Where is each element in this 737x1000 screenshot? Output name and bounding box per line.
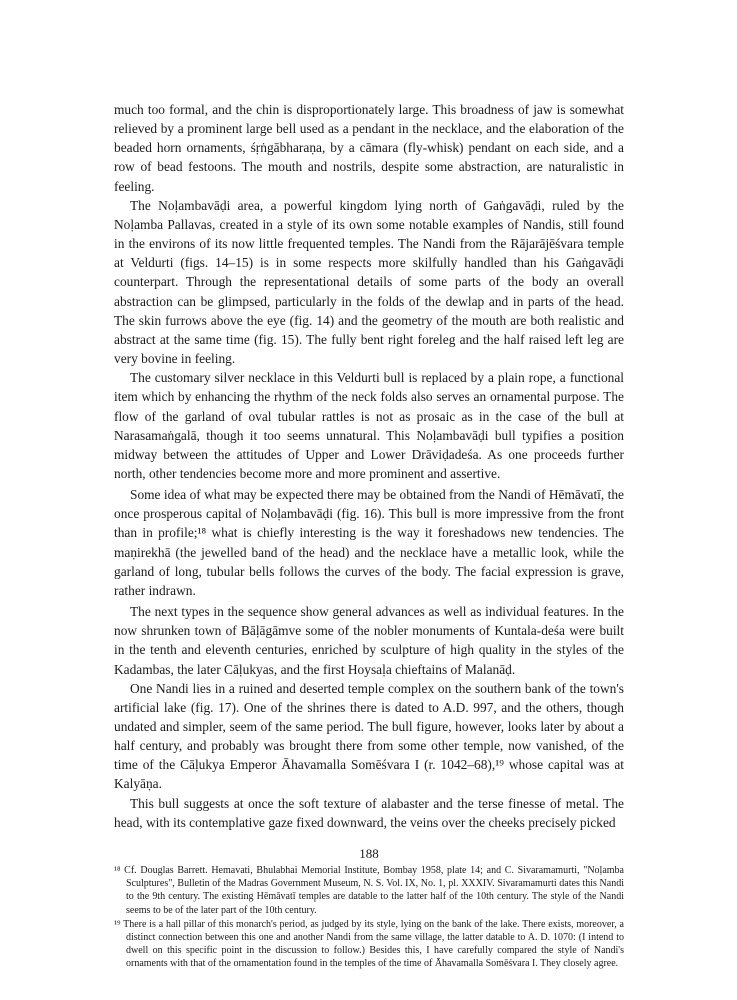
body-text <box>114 100 624 832</box>
paragraph-2: The Noḷambavāḍi area, a powerful kingdom lying north of Gaṅgavāḍi, ruled by the Noḷamba Pallavas, created in a style of its own some notable examples of Nandis, still found in the environs of its now little frequented temples. The Nandi from the Rājarājēśvara temple at Veldurti (figs. 14–15) is in some respects more skilfully handled than his Gaṅgavāḍi counterpart. Through the representational details of some parts of the body an overall abstraction can be glimpsed, particularly in the folds of the dewlap and in parts of the head. The skin furrows above the eye (fig. 14) and the geometry of the mouth are both realistic and abstract at the same time (fig. 15). The fully bent right foreleg and the half raised left leg are very bovine in feeling. <box>114 197 624 367</box>
paragraph-4: Some idea of what may be expected there may be obtained from the Nandi of Hēmāvatī, the once prosperous capital of Noḷambavāḍi (fig. 16). This bull is more impressive from the front than in profile;¹⁸ what is chiefly interesting is the way it foreshadows new tendencies. The maṇirekhā (the jewelled band of the head) and the necklace have a metallic look, while the garland of long, tubular bells follows the curves of the body. The facial expression is grave, rather indrawn. <box>114 487 624 598</box>
page-number: 188 <box>359 846 379 861</box>
paragraph-5: The next types in the sequence show general advances as well as individual features. In the now shrunken town of Bāḷāgāmve some of the nobler monuments of Kuntala-deśa were built in the tenth and eleventh centuries, enriched by sculpture of high quality in the styles of the Kadambas, the later Cāḷukyas, and the first Hoysaḷa chieftains of Malanāḍ. <box>114 604 624 677</box>
footnotes <box>114 864 624 971</box>
paragraph-3: The customary silver necklace in this Veldurti bull is replaced by a plain rope, a functional item which by enhancing the rhythm of the neck folds also serves an ornamental purpose. The flow of the garland of oval tubular rattles is not as prosaic as in the case of the bull at Narasamaṅgalā, though it too seems unnatural. This Noḷambavāḍi bull typifies a position midway between the attitudes of Upper and Lower Drāviḍadeśa. As one proceeds further north, other tendencies become more and more prominent and assertive. <box>114 370 624 481</box>
paragraph-7: This bull suggests at once the soft texture of alabaster and the terse finesse of metal. The head, with its contemplative gaze fixed downward, the veins over the cheeks precisely picked <box>114 795 624 830</box>
paragraph-6: One Nandi lies in a ruined and deserted temple complex on the southern bank of the town's artificial lake (fig. 17). One of the shrines there is dated to A.D. 997, and the others, though undated and simpler, seem of the same period. The bull figure, however, looks later by about a half century, and probably was brought there from some other temple, now vanished, of the time of the Cāḷukya Emperor Āhavamalla Somēśvara I (r. 1042–68),¹⁹ whose capital was at Kalyāṇa. <box>114 680 624 792</box>
paragraph-1: much too formal, and the chin is disproportionately large. This broadness of jaw is somewhat relieved by a prominent large bell used as a pendant in the necklace, and the elaboration of the beaded horn ornaments, śṛṅgābharaṇa, by a cāmara (fly-whisk) pendant on each side, and a row of bead festoons. The mouth and nostrils, despite some abstraction, are naturalistic in feeling. <box>114 102 624 194</box>
document-page <box>114 100 624 971</box>
footnote-19: ¹⁹ There is a hall pillar of this monarch's period, as judged by its style, lying on the bank of the lake. There exists, moreover, a distinct connection between this one and another Nandi from the same village, the latter datable to A. D. 1070: (I intend to dwell on this specific point in the discussion to follow.) Besides this, I have carefully compared the style of Nandi's ornaments with that of the ornamentation found in the temples of the time of Āhavamalla Somēśvara I. They closely agree. <box>114 918 624 970</box>
footnote-18: ¹⁸ Cf. Douglas Barrett. Hemavati, Bhulabhai Memorial Institute, Bombay 1958, plate 14; and C. Sivaramamurti, "Noḷamba Sculptures", Bulletin of the Madras Government Museum, N. S. Vol. IX, No. 1, pl. XXXIV. Sivaramamurti dates this Nandi to the 9th century. The existing Hēmāvatī temples are datable to the latter half of the 10th century. The style of the Nandi seems to be of the later part of the 10th century. <box>114 864 624 916</box>
